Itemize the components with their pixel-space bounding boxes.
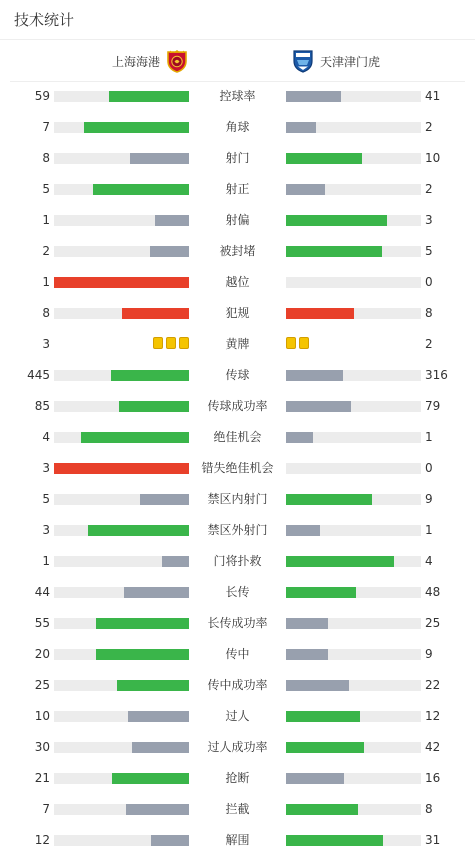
stat-row (0, 763, 475, 794)
away-stat-bar (286, 618, 421, 629)
home-stat-bar (54, 587, 189, 598)
stat-label: 射正 (225, 182, 250, 196)
home-stat-value: 1 (42, 275, 50, 289)
away-stat-bar (286, 246, 421, 257)
away-stat-bar (286, 649, 421, 660)
page-header (0, 0, 475, 40)
stat-label: 传中成功率 (207, 678, 268, 692)
home-stat-bar (54, 215, 189, 226)
away-stat-value: 25 (425, 616, 441, 630)
home-stat-bar (54, 463, 189, 474)
away-stat-value: 4 (425, 554, 433, 568)
away-stat-value: 16 (425, 771, 441, 785)
away-stat-bar-fill (286, 649, 328, 660)
stat-row (0, 825, 475, 856)
away-team[interactable] (292, 41, 380, 81)
home-stat-bar-fill (54, 277, 189, 288)
home-stat-bar (54, 277, 189, 288)
yellow-card-icon (299, 337, 309, 349)
away-stat-bar-fill (286, 370, 343, 381)
home-yellow-cards (153, 337, 189, 349)
away-stat-bar (286, 742, 421, 753)
away-stat-value: 3 (425, 213, 433, 227)
home-stat-bar-fill (150, 246, 189, 257)
stat-label: 传中 (225, 647, 250, 661)
home-stat-bar-fill (96, 618, 189, 629)
home-stat-value: 10 (34, 709, 50, 723)
away-stat-bar-fill (286, 432, 313, 443)
stat-label: 传球 (225, 368, 250, 382)
stat-row (0, 267, 475, 298)
yellow-card-icon (166, 337, 176, 349)
stat-label: 过人成功率 (207, 740, 268, 754)
yellow-card-icon (153, 337, 163, 349)
teams-row (10, 41, 465, 82)
home-stat-bar-fill (88, 525, 189, 536)
away-stat-bar (286, 432, 421, 443)
home-stat-bar-fill (119, 401, 189, 412)
home-stat-bar (54, 122, 189, 133)
away-stat-value: 42 (425, 740, 441, 754)
stat-label: 被封堵 (219, 244, 256, 258)
home-stat-value: 445 (27, 368, 50, 382)
home-stat-value: 5 (42, 182, 50, 196)
stat-label: 犯规 (225, 306, 250, 320)
home-stat-value: 3 (42, 337, 50, 351)
home-stat-value: 8 (42, 306, 50, 320)
away-stat-bar (286, 122, 421, 133)
home-stat-value: 2 (42, 244, 50, 258)
away-stat-value: 9 (425, 492, 433, 506)
away-stat-value: 22 (425, 678, 441, 692)
home-stat-bar (54, 618, 189, 629)
home-stat-bar-fill (130, 153, 189, 164)
stat-label: 黄牌 (225, 337, 250, 351)
away-stat-value: 1 (425, 430, 433, 444)
away-stat-bar-fill (286, 246, 382, 257)
stat-label: 绝佳机会 (213, 430, 262, 444)
home-stat-bar-fill (122, 308, 190, 319)
stat-row (0, 577, 475, 608)
stat-row (0, 391, 475, 422)
yellow-card-icon (179, 337, 189, 349)
away-stat-bar-fill (286, 525, 320, 536)
away-stat-value: 2 (425, 337, 433, 351)
away-stat-bar-fill (286, 742, 364, 753)
stat-row (0, 701, 475, 732)
stat-label: 角球 (225, 120, 250, 134)
stat-row (0, 112, 475, 143)
home-stat-value: 3 (42, 461, 50, 475)
away-stat-bar-fill (286, 122, 316, 133)
home-stat-bar-fill (128, 711, 189, 722)
away-stat-bar-fill (286, 308, 354, 319)
stat-row (0, 670, 475, 701)
home-stat-value: 20 (34, 647, 50, 661)
home-stat-bar (54, 525, 189, 536)
away-stat-bar-fill (286, 835, 383, 846)
stat-label: 门将扑救 (213, 554, 262, 568)
away-stat-bar (286, 91, 421, 102)
home-stat-bar-fill (54, 463, 189, 474)
home-stat-value: 4 (42, 430, 50, 444)
away-stat-bar (286, 525, 421, 536)
stat-label: 长传成功率 (207, 616, 268, 630)
stat-label: 禁区内射门 (207, 492, 268, 506)
home-stat-value: 21 (34, 771, 50, 785)
stat-row (0, 484, 475, 515)
home-stat-bar-fill (93, 184, 189, 195)
home-stat-bar (54, 246, 189, 257)
away-stat-value: 12 (425, 709, 441, 723)
away-stat-bar (286, 804, 421, 815)
home-stat-bar-fill (111, 370, 189, 381)
home-stat-value: 1 (42, 554, 50, 568)
away-stat-value: 0 (425, 461, 433, 475)
away-stat-bar-fill (286, 711, 360, 722)
away-stat-value: 316 (425, 368, 448, 382)
away-stat-bar (286, 277, 421, 288)
stat-label: 越位 (225, 275, 250, 289)
stat-row (0, 794, 475, 825)
home-stat-bar-fill (112, 773, 189, 784)
away-stat-value: 41 (425, 89, 441, 103)
stat-row (0, 608, 475, 639)
away-stat-value: 48 (425, 585, 441, 599)
home-stat-bar-fill (126, 804, 189, 815)
home-stat-bar-fill (84, 122, 189, 133)
home-stat-bar (54, 494, 189, 505)
home-stat-bar (54, 153, 189, 164)
stat-row (0, 732, 475, 763)
away-stat-bar-fill (286, 680, 349, 691)
away-stat-value: 10 (425, 151, 441, 165)
home-stat-bar-fill (162, 556, 189, 567)
away-stat-value: 8 (425, 306, 433, 320)
home-stat-bar-fill (81, 432, 189, 443)
home-stat-value: 7 (42, 802, 50, 816)
page-title: 技术统计 (14, 11, 75, 29)
away-stat-bar-fill (286, 587, 356, 598)
away-yellow-cards (286, 337, 309, 349)
away-stat-bar (286, 494, 421, 505)
shanghai-port-crest-icon (166, 49, 188, 73)
away-stat-bar-fill (286, 215, 387, 226)
home-stat-bar-fill (140, 494, 189, 505)
away-stat-bar (286, 184, 421, 195)
away-stat-value: 1 (425, 523, 433, 537)
stat-label: 传球成功率 (207, 399, 268, 413)
away-stat-bar (286, 401, 421, 412)
home-stat-bar (54, 184, 189, 195)
home-stat-bar-fill (96, 649, 189, 660)
away-stat-value: 79 (425, 399, 441, 413)
home-stat-value: 1 (42, 213, 50, 227)
home-stat-bar (54, 742, 189, 753)
away-stat-bar (286, 680, 421, 691)
home-stat-bar (54, 401, 189, 412)
stat-row (0, 298, 475, 329)
home-stat-bar-fill (132, 742, 189, 753)
stat-label: 射门 (225, 151, 250, 165)
home-stat-value: 5 (42, 492, 50, 506)
home-stat-bar (54, 773, 189, 784)
stat-row (0, 639, 475, 670)
away-stat-value: 0 (425, 275, 433, 289)
stat-row (0, 174, 475, 205)
stat-row (0, 329, 475, 360)
home-team-name: 上海海港 (111, 54, 160, 69)
home-stat-value: 25 (34, 678, 50, 692)
away-stat-bar (286, 835, 421, 846)
away-stat-bar-fill (286, 153, 362, 164)
away-stat-bar (286, 153, 421, 164)
away-stat-bar (286, 215, 421, 226)
away-stat-bar (286, 587, 421, 598)
away-stat-value: 2 (425, 120, 433, 134)
home-stat-value: 3 (42, 523, 50, 537)
home-stat-bar (54, 711, 189, 722)
stat-row (0, 205, 475, 236)
stat-label: 错失绝佳机会 (201, 461, 274, 475)
stat-label: 禁区外射门 (207, 523, 268, 537)
away-stat-bar (286, 308, 421, 319)
home-stat-bar-fill (124, 587, 189, 598)
home-stat-bar-fill (155, 215, 189, 226)
home-stat-bar (54, 91, 189, 102)
away-stat-bar (286, 370, 421, 381)
stat-row (0, 143, 475, 174)
tianjin-jinmen-tiger-crest-icon (292, 49, 314, 73)
away-stat-bar-fill (286, 184, 325, 195)
stat-row (0, 546, 475, 577)
stat-label: 长传 (225, 585, 250, 599)
home-stat-value: 55 (34, 616, 50, 630)
stat-label: 拦截 (225, 802, 250, 816)
home-stat-value: 30 (34, 740, 50, 754)
stat-label: 过人 (225, 709, 250, 723)
home-stat-value: 8 (42, 151, 50, 165)
stat-label: 射偏 (225, 213, 250, 227)
away-stat-bar-fill (286, 804, 358, 815)
home-stat-bar-fill (151, 835, 189, 846)
away-stat-bar-fill (286, 91, 341, 102)
away-stat-bar-fill (286, 773, 344, 784)
away-stat-bar-fill (286, 494, 372, 505)
stat-row (0, 422, 475, 453)
away-stat-bar (286, 556, 421, 567)
stat-label: 控球率 (219, 89, 256, 103)
stat-row (0, 236, 475, 267)
away-stat-bar-fill (286, 556, 394, 567)
stat-row (0, 360, 475, 391)
away-stat-value: 31 (425, 833, 441, 847)
away-stat-value: 8 (425, 802, 433, 816)
away-stat-bar (286, 463, 421, 474)
home-stat-bar (54, 835, 189, 846)
away-stat-value: 5 (425, 244, 433, 258)
home-team[interactable] (112, 41, 188, 81)
home-stat-bar (54, 308, 189, 319)
home-stat-bar (54, 680, 189, 691)
away-stat-bar-fill (286, 618, 328, 629)
home-stat-bar (54, 370, 189, 381)
home-stat-value: 44 (34, 585, 50, 599)
stat-label: 抢断 (225, 771, 250, 785)
home-stat-value: 7 (42, 120, 50, 134)
stat-row (0, 81, 475, 112)
home-stat-bar-fill (117, 680, 189, 691)
home-stat-bar-fill (109, 91, 189, 102)
stat-row (0, 515, 475, 546)
home-stat-bar (54, 804, 189, 815)
away-stat-bar-fill (286, 401, 351, 412)
home-stat-bar (54, 649, 189, 660)
away-stat-bar (286, 773, 421, 784)
home-stat-bar (54, 556, 189, 567)
home-stat-value: 85 (34, 399, 50, 413)
away-stat-bar (286, 711, 421, 722)
stat-row (0, 453, 475, 484)
stats-list (0, 81, 475, 856)
yellow-card-icon (286, 337, 296, 349)
home-stat-value: 59 (34, 89, 50, 103)
away-stat-value: 2 (425, 182, 433, 196)
stat-label: 解围 (225, 833, 250, 847)
home-stat-value: 12 (34, 833, 50, 847)
away-stat-value: 9 (425, 647, 433, 661)
away-team-name: 天津津门虎 (320, 54, 381, 69)
home-stat-bar (54, 432, 189, 443)
